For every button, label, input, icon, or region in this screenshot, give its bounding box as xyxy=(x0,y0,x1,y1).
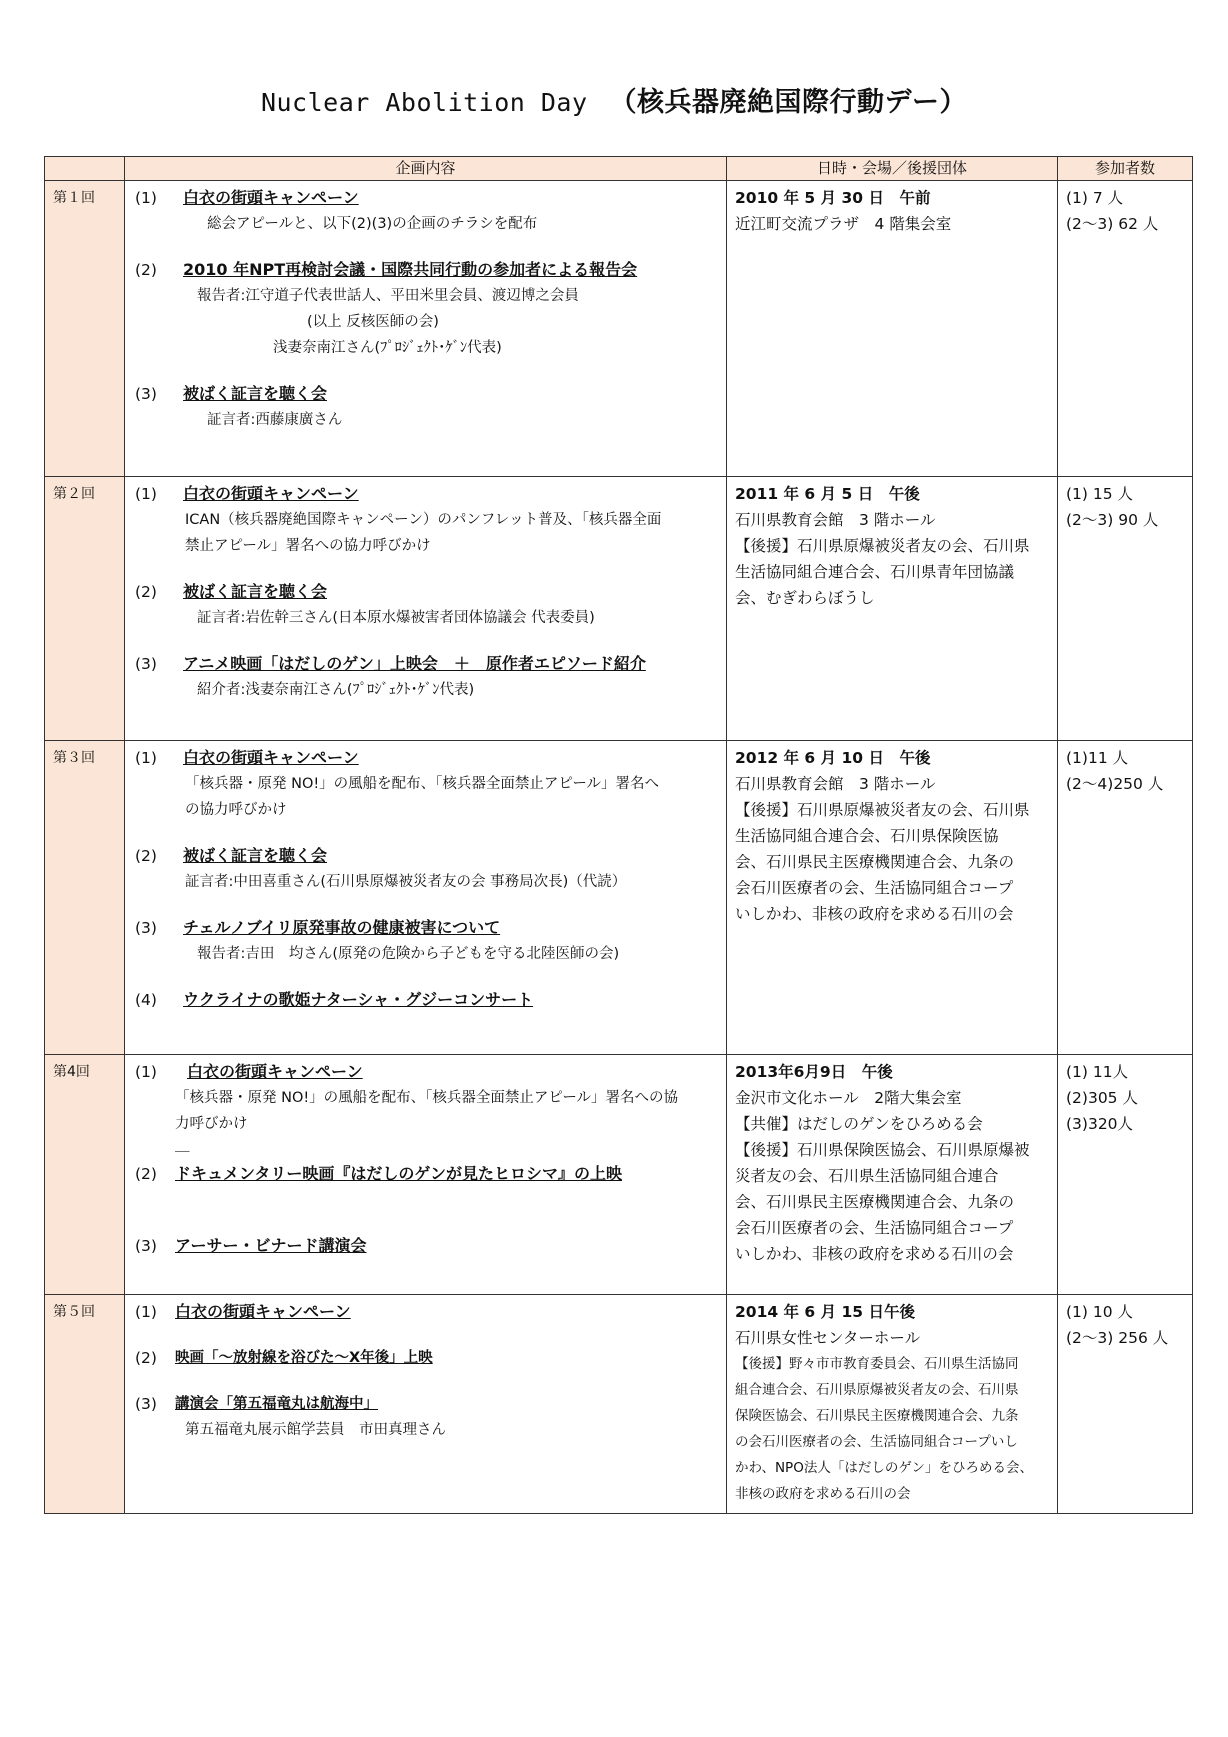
program-item xyxy=(135,579,720,631)
program-item xyxy=(135,1345,720,1371)
program-item xyxy=(135,1161,720,1187)
content-cell xyxy=(125,1055,727,1295)
round-label: 第4回 xyxy=(45,1055,125,1295)
count-line: (1) 7 人 xyxy=(1066,189,1124,207)
count-line: (1) 15 人 xyxy=(1066,485,1134,503)
info-cell xyxy=(727,1295,1058,1514)
program-item xyxy=(135,1391,720,1443)
count-cell xyxy=(1058,477,1193,741)
event-date: 2012 年 6 月 10 日 午後 xyxy=(735,749,931,767)
item-detail: の協力呼びかけ xyxy=(185,802,287,818)
title-jp: （核兵器廃絶国際行動デー） xyxy=(609,87,968,118)
count-line: (1) 10 人 xyxy=(1066,1303,1134,1321)
program-item xyxy=(135,381,720,433)
info-line: 石川県女性センターホール xyxy=(735,1329,921,1347)
header-content: 企画内容 xyxy=(125,157,727,181)
table-row xyxy=(45,181,1193,477)
info-line: 非核の政府を求める石川の会 xyxy=(735,1486,911,1502)
info-line: 近江町交流プラザ 4 階集会室 xyxy=(735,215,952,233)
program-item xyxy=(135,1059,720,1155)
item-title: ドキュメンタリー映画『はだしのゲンが見たヒロシマ』の上映 xyxy=(175,1164,623,1183)
item-detail: 総会アピールと、以下(2)(3)の企画のチラシを配布 xyxy=(207,216,538,232)
count-line: (2〜3) 90 人 xyxy=(1066,511,1159,529)
info-line: 【共催】はだしのゲンをひろめる会 xyxy=(735,1115,983,1133)
item-detail: 第五福竜丸展示館学芸員 市田真理さん xyxy=(185,1422,446,1438)
item-title: 白衣の街頭キャンペーン xyxy=(183,748,359,767)
count-cell xyxy=(1058,741,1193,1055)
info-line: 会、石川県民主医療機関連合会、九条の xyxy=(735,853,1015,871)
item-title: 映画「〜放射線を浴びた〜X年後」上映 xyxy=(175,1350,433,1366)
count-line: (3)320人 xyxy=(1066,1115,1134,1133)
item-title: 被ばく証言を聴く会 xyxy=(183,582,328,601)
info-line: 災者友の会、石川県生活協同組合連合 xyxy=(735,1167,999,1185)
item-number: (1) xyxy=(135,1303,157,1321)
title-en: Nuclear Abolition Day xyxy=(260,88,588,117)
item-title: 白衣の街頭キャンペーン xyxy=(187,1062,363,1081)
count-line: (1) 11人 xyxy=(1066,1063,1129,1081)
program-item xyxy=(135,651,720,703)
item-title: 被ばく証言を聴く会 xyxy=(183,846,328,865)
item-number: (2) xyxy=(135,261,157,279)
item-number: (2) xyxy=(135,1165,157,1183)
info-line: 会石川医療者の会、生活協同組合コープ xyxy=(735,879,1014,897)
item-detail: 報告者:江守道子代表世話人、平田米里会員、渡辺博之会員 xyxy=(197,288,579,304)
content-cell xyxy=(125,741,727,1055)
item-title: アーサー・ビナード講演会 xyxy=(175,1236,367,1255)
header-count: 参加者数 xyxy=(1058,157,1193,181)
info-cell xyxy=(727,477,1058,741)
item-title: 講演会「第五福竜丸は航海中」 xyxy=(175,1396,378,1412)
item-title: 白衣の街頭キャンペーン xyxy=(183,188,359,207)
item-number: (1) xyxy=(135,189,157,207)
event-date: 2013年6月9日 午後 xyxy=(735,1063,893,1081)
info-line: 会、むぎわらぼうし xyxy=(735,589,875,607)
item-detail: ＿ xyxy=(175,1138,190,1154)
item-number: (2) xyxy=(135,1349,157,1367)
count-cell xyxy=(1058,1295,1193,1514)
event-date: 2014 年 6 月 15 日午後 xyxy=(735,1303,915,1321)
item-title: 被ばく証言を聴く会 xyxy=(183,384,328,403)
table-row xyxy=(45,741,1193,1055)
program-item xyxy=(135,185,720,237)
item-number: (1) xyxy=(135,485,157,503)
item-detail: 報告者:吉田 均さん(原発の危険から子どもを守る北陸医師の会) xyxy=(197,946,620,962)
item-title: 白衣の街頭キャンペーン xyxy=(183,484,359,503)
round-label: 第２回 xyxy=(45,477,125,741)
count-line: (2)305 人 xyxy=(1066,1089,1138,1107)
event-date: 2010 年 5 月 30 日 午前 xyxy=(735,189,931,207)
info-line: 会、石川県民主医療機関連合会、九条の xyxy=(735,1193,1015,1211)
content-cell xyxy=(125,181,727,477)
content-cell xyxy=(125,477,727,741)
program-item xyxy=(135,1299,720,1325)
item-detail: 証言者:中田喜重さん(石川県原爆被災者友の会 事務局次長)（代読） xyxy=(185,874,627,890)
info-line: 石川県教育会館 3 階ホール xyxy=(735,511,936,529)
program-item xyxy=(135,843,720,895)
item-detail: ICAN（核兵器廃絶国際キャンペーン）のパンフレット普及、「核兵器全面 xyxy=(185,512,662,528)
info-line: 会石川医療者の会、生活協同組合コープ xyxy=(735,1219,1014,1237)
content-cell xyxy=(125,1295,727,1514)
item-detail: 力呼びかけ xyxy=(175,1116,248,1132)
table-row xyxy=(45,1295,1193,1514)
round-label: 第１回 xyxy=(45,181,125,477)
item-detail: 証言者:西藤康廣さん xyxy=(207,412,343,428)
table-row xyxy=(45,1055,1193,1295)
count-line: (2〜3) 256 人 xyxy=(1066,1329,1169,1347)
info-line: 組合連合会、石川県原爆被災者友の会、石川県 xyxy=(735,1382,1019,1398)
info-cell xyxy=(727,1055,1058,1295)
program-item xyxy=(135,745,720,823)
info-line: 生活協同組合連合会、石川県保険医協 xyxy=(735,827,999,845)
info-line: 生活協同組合連合会、石川県青年団協議 xyxy=(735,563,1015,581)
info-line: 保険医協会、石川県民主医療機関連合会、九条 xyxy=(735,1408,1019,1424)
info-line: の会石川医療者の会、生活協同組合コープいし xyxy=(735,1434,1018,1450)
item-number: (3) xyxy=(135,655,157,673)
header-info: 日時・会場／後援団体 xyxy=(727,157,1058,181)
item-number: (2) xyxy=(135,583,157,601)
item-number: (4) xyxy=(135,991,157,1009)
table-row xyxy=(45,477,1193,741)
count-line: (2〜3) 62 人 xyxy=(1066,215,1159,233)
program-item xyxy=(135,257,720,361)
count-line: (1)11 人 xyxy=(1066,749,1129,767)
info-line: 金沢市文化ホール 2階大集会室 xyxy=(735,1089,962,1107)
item-detail: 「核兵器・原発 NO!」の風船を配布、「核兵器全面禁止アピール」署名への協 xyxy=(175,1090,679,1106)
info-cell xyxy=(727,741,1058,1055)
item-detail: 浅妻奈南江さん(ﾌﾟﾛｼﾞｪｸﾄ･ｹﾞﾝ代表) xyxy=(273,340,502,356)
item-detail: 紹介者:浅妻奈南江さん(ﾌﾟﾛｼﾞｪｸﾄ･ｹﾞﾝ代表) xyxy=(197,682,475,698)
page-title xyxy=(0,80,1228,119)
round-label: 第５回 xyxy=(45,1295,125,1514)
item-detail: 証言者:岩佐幹三さん(日本原水爆被害者団体協議会 代表委員) xyxy=(197,610,595,626)
event-date: 2011 年 6 月 5 日 午後 xyxy=(735,485,920,503)
info-line: 【後援】石川県保険医協会、石川県原爆被 xyxy=(735,1141,1030,1159)
item-title: アニメ映画「はだしのゲン」上映会 ＋ 原作者エピソード紹介 xyxy=(183,654,646,673)
item-number: (3) xyxy=(135,919,157,937)
info-line: 【後援】石川県原爆被災者友の会、石川県 xyxy=(735,537,1030,555)
info-cell xyxy=(727,181,1058,477)
item-detail: 禁止アピール」署名への協力呼びかけ xyxy=(185,538,431,554)
count-line: (2〜4)250 人 xyxy=(1066,775,1164,793)
events-table xyxy=(44,156,1193,1514)
round-label: 第３回 xyxy=(45,741,125,1055)
info-line: かわ、NPO法人「はだしのゲン」をひろめる会、 xyxy=(735,1460,1034,1476)
info-line: 【後援】石川県原爆被災者友の会、石川県 xyxy=(735,801,1030,819)
count-cell xyxy=(1058,181,1193,477)
item-title: 白衣の街頭キャンペーン xyxy=(175,1302,351,1321)
program-item xyxy=(135,481,720,559)
header-round xyxy=(45,157,125,181)
item-number: (2) xyxy=(135,847,157,865)
item-number: (1) xyxy=(135,749,157,767)
info-line: 【後援】野々市市教育委員会、石川県生活協同 xyxy=(735,1356,1019,1372)
item-title: 2010 年NPT再検討会議・国際共同行動の参加者による報告会 xyxy=(183,260,638,279)
item-title: ウクライナの歌姫ナターシャ・グジーコンサート xyxy=(183,990,534,1009)
item-number: (1) xyxy=(135,1063,157,1081)
program-item xyxy=(135,987,720,1013)
item-detail: 「核兵器・原発 NO!」の風船を配布、「核兵器全面禁止アピール」署名へ xyxy=(185,776,660,792)
item-title: チェルノブイリ原発事故の健康被害について xyxy=(183,918,501,937)
info-line: いしかわ、非核の政府を求める石川の会 xyxy=(735,905,1014,923)
item-detail: (以上 反核医師の会) xyxy=(307,314,439,330)
program-item xyxy=(135,915,720,967)
item-number: (3) xyxy=(135,385,157,403)
item-number: (3) xyxy=(135,1237,157,1255)
table-header-row xyxy=(45,157,1193,181)
item-number: (3) xyxy=(135,1395,157,1413)
program-item xyxy=(135,1233,720,1259)
count-cell xyxy=(1058,1055,1193,1295)
info-line: 石川県教育会館 3 階ホール xyxy=(735,775,936,793)
info-line: いしかわ、非核の政府を求める石川の会 xyxy=(735,1245,1014,1263)
